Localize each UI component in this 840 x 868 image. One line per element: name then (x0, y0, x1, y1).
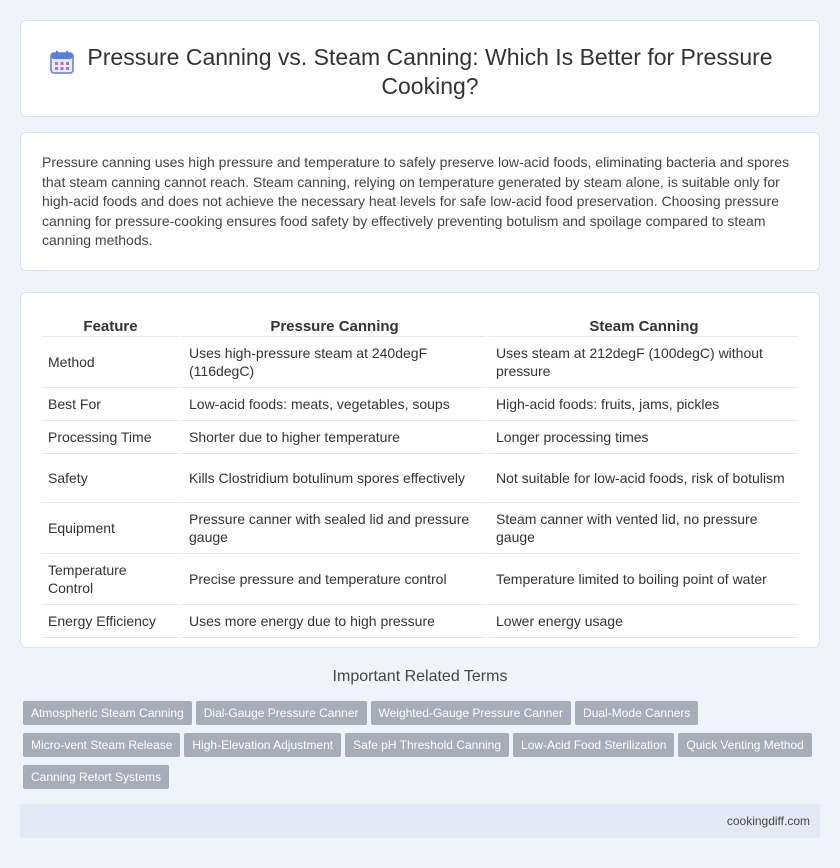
header-pressure-canning: Pressure Canning (179, 315, 486, 337)
table-row (42, 454, 798, 503)
comparison-table (42, 315, 798, 638)
steam-cell: Lower energy usage (486, 605, 798, 638)
related-terms-tags (23, 701, 823, 797)
intro-paragraph: Pressure canning uses high pressure and temperature to safely preserve low-acid foods, eliminating bacteria and spores that steam canning cannot reach. Steam canning, relying on temperature generated by steam alone, is suitable only for high-acid foods and does not achieve the necessary heat levels for safe low-acid food preservation. Choosing pressure canning for pressure-cooking ensures food safety by effectively preventing botulism and spoilage compared to steam canning methods. (42, 154, 790, 248)
title-card (20, 20, 820, 117)
related-terms-heading: Important Related Terms (332, 668, 508, 685)
footer (20, 804, 820, 838)
feature-cell: Processing Time (42, 421, 179, 454)
related-term-tag[interactable]: High-Elevation Adjustment (184, 733, 341, 757)
table-row (42, 554, 798, 605)
feature-cell: Energy Efficiency (42, 605, 179, 638)
page-title: Pressure Canning vs. Steam Canning: Which Is Better for Pressure Cooking? (87, 44, 773, 99)
related-term-tag[interactable]: Dual-Mode Canners (575, 701, 698, 725)
related-term-tag[interactable]: Weighted-Gauge Pressure Canner (371, 701, 572, 725)
related-term-tag[interactable]: Atmospheric Steam Canning (23, 701, 192, 725)
steam-cell: High-acid foods: fruits, jams, pickles (486, 388, 798, 421)
pressure-cell: Uses high-pressure steam at 240degF (116degC) (179, 337, 486, 388)
table-row (42, 503, 798, 554)
pressure-cell: Pressure canner with sealed lid and pressure gauge (179, 503, 486, 554)
table-header-row (42, 315, 798, 337)
table-row (42, 421, 798, 454)
feature-cell: Method (42, 337, 179, 388)
header-feature: Feature (42, 315, 179, 337)
feature-cell: Temperature Control (42, 554, 179, 605)
steam-cell: Steam canner with vented lid, no pressure gauge (486, 503, 798, 554)
related-term-tag[interactable]: Quick Venting Method (678, 733, 811, 757)
related-term-tag[interactable]: Low-Acid Food Sterilization (513, 733, 674, 757)
feature-cell: Equipment (42, 503, 179, 554)
header-steam-canning: Steam Canning (486, 315, 798, 337)
pressure-cell: Kills Clostridium botulinum spores effectively (179, 454, 486, 503)
steam-cell: Longer processing times (486, 421, 798, 454)
intro-card (20, 132, 820, 271)
comparison-table-card (20, 292, 820, 648)
pressure-cell: Precise pressure and temperature control (179, 554, 486, 605)
table-row (42, 388, 798, 421)
footer-site-link[interactable]: cookingdiff.com (726, 814, 810, 828)
pressure-cell: Shorter due to higher temperature (179, 421, 486, 454)
feature-cell: Safety (42, 454, 179, 503)
related-term-tag[interactable]: Safe pH Threshold Canning (345, 733, 509, 757)
steam-cell: Temperature limited to boiling point of water (486, 554, 798, 605)
pressure-cell: Low-acid foods: meats, vegetables, soups (179, 388, 486, 421)
related-term-tag[interactable]: Dial-Gauge Pressure Canner (196, 701, 367, 725)
steam-cell: Uses steam at 212degF (100degC) without pressure (486, 337, 798, 388)
feature-cell: Best For (42, 388, 179, 421)
related-term-tag[interactable]: Canning Retort Systems (23, 765, 169, 789)
table-row (42, 337, 798, 388)
pressure-cell: Uses more energy due to high pressure (179, 605, 486, 638)
table-row (42, 605, 798, 638)
related-term-tag[interactable]: Micro-vent Steam Release (23, 733, 180, 757)
steam-cell: Not suitable for low-acid foods, risk of botulism (486, 454, 798, 503)
